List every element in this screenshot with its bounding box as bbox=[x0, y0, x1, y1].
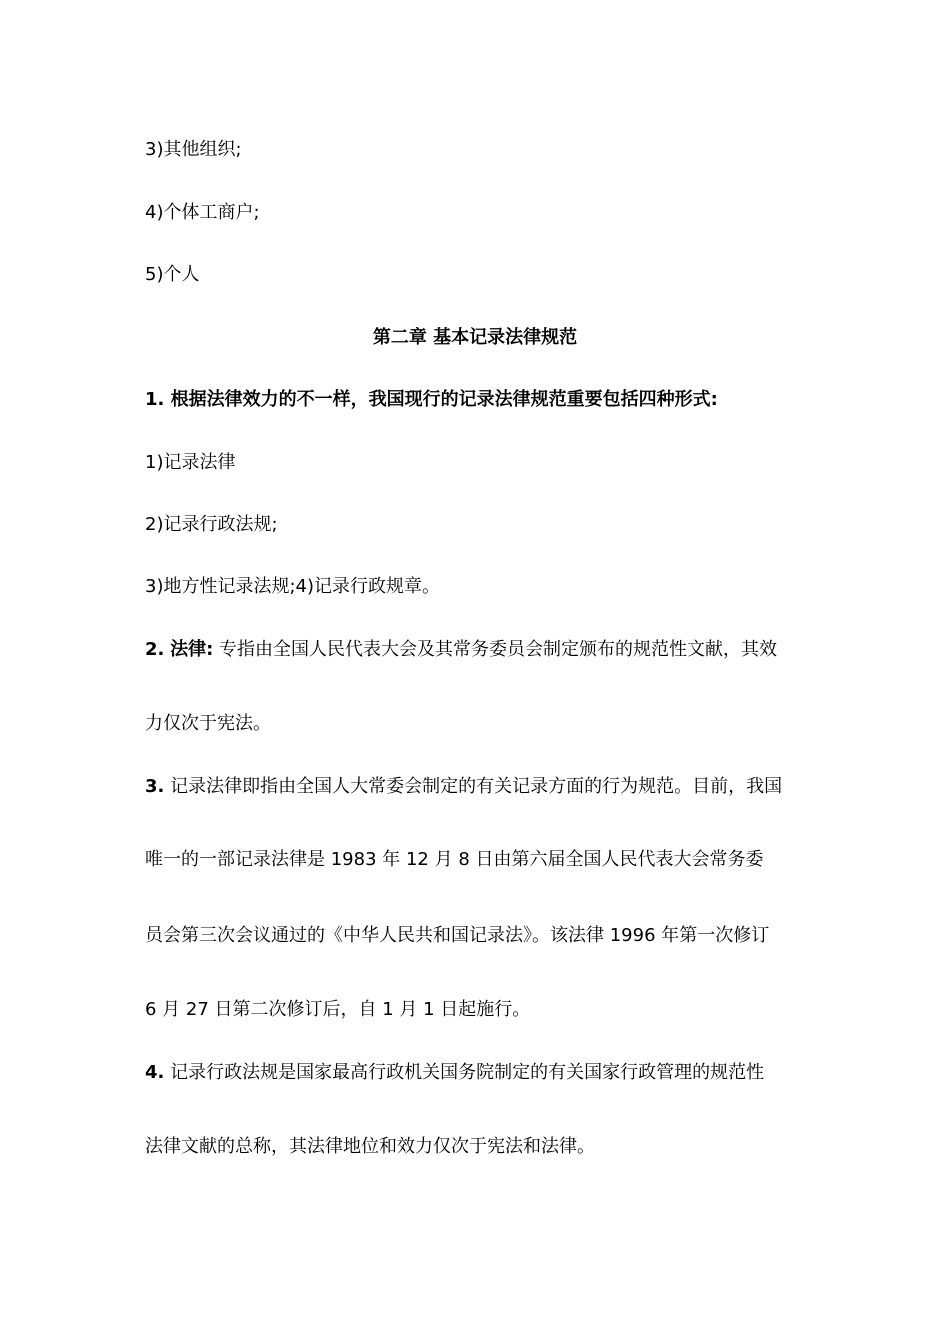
section-2-number: 2. bbox=[145, 639, 165, 660]
section-3-paragraph-line-4: 6 月 27 日第二次修订后，自 1 月 1 日起施行。 bbox=[145, 999, 531, 1020]
section-1-item-3: 3)地方性记录法规;4)记录行政规章。 bbox=[145, 576, 441, 597]
section-2-term: 法律: bbox=[170, 639, 214, 660]
section-3-paragraph-line-1 bbox=[145, 775, 782, 799]
section-1-item-1: 1)记录法律 bbox=[145, 452, 236, 473]
section-3-text-1: 记录法律即指由全国人大常委会制定的有关记录方面的行为规范。目前，我国 bbox=[170, 776, 783, 797]
list-item-other-organizations: 3)其他组织; bbox=[145, 139, 242, 160]
section-3-number: 3. bbox=[145, 776, 165, 797]
section-3-paragraph-line-2: 唯一的一部记录法律是 1983 年 12 月 8 日由第六届全国人民代表大会常务委 bbox=[145, 849, 764, 870]
section-4-paragraph-line-1 bbox=[145, 1061, 764, 1085]
section-3-paragraph-line-3: 员会第三次会议通过的《中华人民共和国记录法》。该法律 1996 年第一次修订 bbox=[145, 925, 770, 946]
section-2-paragraph-line-2: 力仅次于宪法。 bbox=[145, 713, 271, 734]
section-1-heading: 1. 根据法律效力的不一样，我国现行的记录法律规范重要包括四种形式: bbox=[145, 389, 718, 410]
section-2-paragraph-line-1 bbox=[145, 638, 777, 662]
list-item-individual: 5)个人 bbox=[145, 264, 200, 285]
section-4-text-1: 记录行政法规是国家最高行政机关国务院制定的有关国家行政管理的规范性 bbox=[170, 1062, 765, 1083]
section-4-number: 4. bbox=[145, 1062, 165, 1083]
list-item-individual-business: 4)个体工商户; bbox=[145, 202, 260, 223]
chapter-heading: 第二章 基本记录法律规范 bbox=[372, 327, 578, 348]
section-1-item-2: 2)记录行政法规; bbox=[145, 514, 278, 535]
section-2-text-1: 专指由全国人民代表大会及其常务委员会制定颁布的规范性文献，其效 bbox=[219, 639, 778, 660]
section-4-paragraph-line-2: 法律文献的总称，其法律地位和效力仅次于宪法和法律。 bbox=[145, 1136, 595, 1157]
